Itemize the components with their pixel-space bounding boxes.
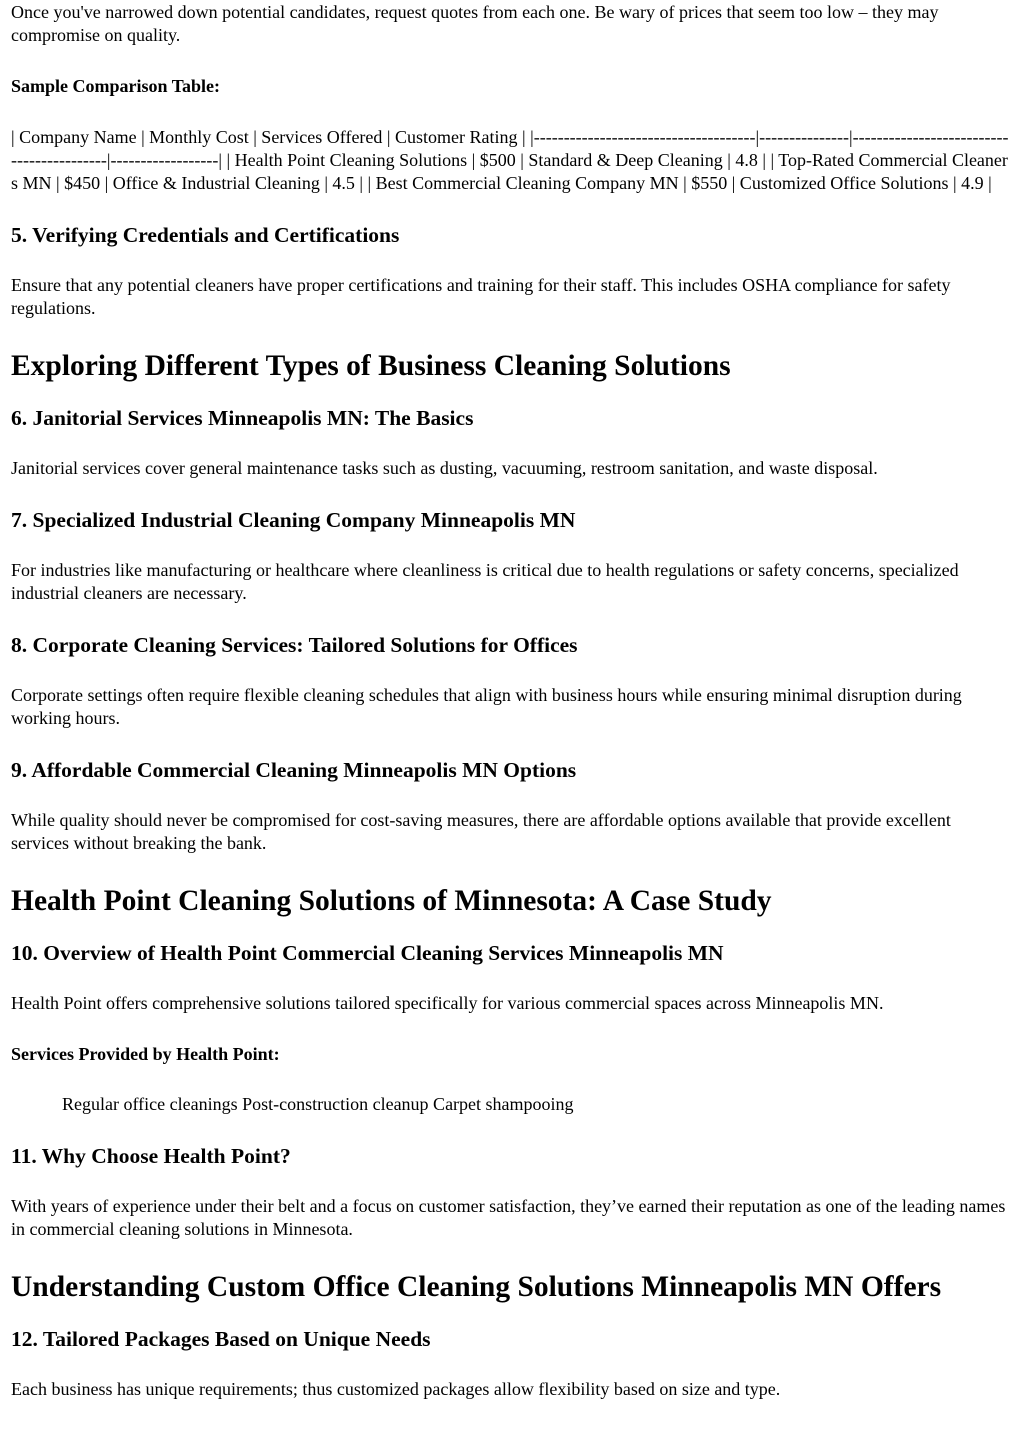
article-page bbox=[0, 1, 1024, 1401]
custom-solutions-heading: Understanding Custom Office Cleaning Solutions Minneapolis MN Offers bbox=[11, 1271, 942, 1303]
section-6-body: Janitorial services cover general maintenance tasks such as dusting, vacuuming, restroom sanitation, and waste disposal. bbox=[11, 458, 878, 478]
section-7-body: For industries like manufacturing or healthcare where cleanliness is critical due to health regulations or safety concerns, specialized industrial cleaners are necessary. bbox=[11, 560, 959, 603]
section-10-body: Health Point offers comprehensive solutions tailored specifically for various commercial spaces across Minneapolis MN. bbox=[11, 993, 884, 1013]
section-11-heading: 11. Why Choose Health Point? bbox=[11, 1144, 291, 1168]
section-9-body: While quality should never be compromised for cost-saving measures, there are affordable options available that provide excellent services without breaking the bank. bbox=[11, 810, 951, 853]
intro-paragraph: Once you've narrowed down potential candidates, request quotes from each one. Be wary of prices that seem too low – they may compromise on quality. bbox=[11, 2, 939, 45]
services-list: Regular office cleanings Post-construction cleanup Carpet shampooing bbox=[62, 1094, 574, 1114]
section-7-heading: 7. Specialized Industrial Cleaning Company Minneapolis MN bbox=[11, 508, 576, 532]
section-8-heading: 8. Corporate Cleaning Services: Tailored Solutions for Offices bbox=[11, 633, 578, 657]
exploring-heading: Exploring Different Types of Business Cleaning Solutions bbox=[11, 350, 731, 382]
section-11-body: With years of experience under their belt and a focus on customer satisfaction, they’ve earned their reputation as one of the leading names in commercial cleaning solutions in Minnesota. bbox=[11, 1196, 1006, 1239]
section-10-heading: 10. Overview of Health Point Commercial Cleaning Services Minneapolis MN bbox=[11, 941, 724, 965]
comparison-table-text: | Company Name | Monthly Cost | Services Offered | Customer Rating | |-------------------------------------|---------------|------------------------------------------|------------------| | Health Point Cleaning Solutions | $500 | Standard & Deep Cleaning | 4.8 | | Top-Rated Commercial Cleaners MN | $450 | Office & Industrial Cleaning | 4.5 | | Best Commercial Cleaning Company MN | $550 | Customized Office Solutions | 4.9 | bbox=[11, 127, 1009, 193]
section-8-body: Corporate settings often require flexible cleaning schedules that align with business hours while ensuring minimal disruption during working hours. bbox=[11, 685, 962, 728]
section-6-heading: 6. Janitorial Services Minneapolis MN: The Basics bbox=[11, 406, 474, 430]
comparison-table-heading: Sample Comparison Table: bbox=[11, 76, 221, 96]
section-12-body: Each business has unique requirements; thus customized packages allow flexibility based on size and type. bbox=[11, 1379, 781, 1399]
section-5-heading: 5. Verifying Credentials and Certifications bbox=[11, 223, 400, 247]
section-12-heading: 12. Tailored Packages Based on Unique Needs bbox=[11, 1327, 431, 1351]
services-heading: Services Provided by Health Point: bbox=[11, 1044, 280, 1064]
case-study-heading: Health Point Cleaning Solutions of Minnesota: A Case Study bbox=[11, 885, 772, 917]
section-9-heading: 9. Affordable Commercial Cleaning Minneapolis MN Options bbox=[11, 758, 577, 782]
section-5-body: Ensure that any potential cleaners have proper certifications and training for their staff. This includes OSHA compliance for safety regulations. bbox=[11, 275, 951, 318]
